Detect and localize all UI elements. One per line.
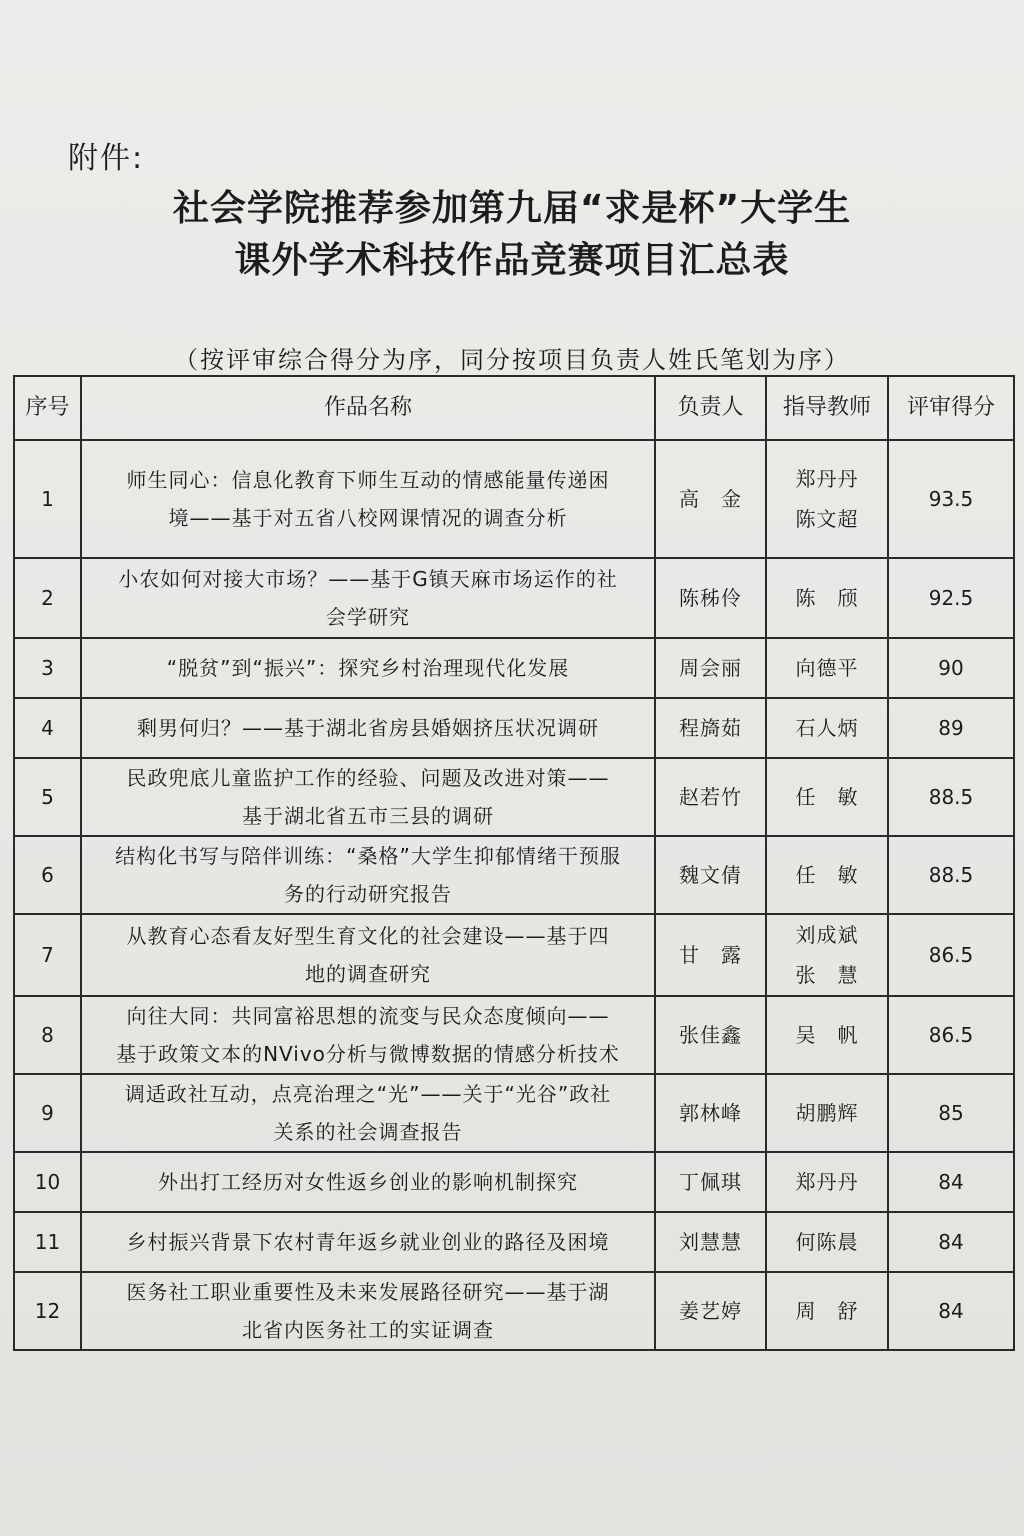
header-score: 评审得分 (888, 376, 1014, 440)
work-title-line1: “脱贫”到“振兴”：探究乡村治理现代化发展 (166, 656, 570, 680)
cell-leader: 刘慧慧 (655, 1212, 766, 1272)
table-row (14, 698, 1014, 758)
table-header-row (14, 376, 1014, 440)
work-title-line1: 小农如何对接大市场？——基于G镇天麻市场运作的社 (118, 567, 618, 591)
table-row (14, 1212, 1014, 1272)
cell-score: 84 (888, 1272, 1014, 1350)
cell-advisor (766, 698, 888, 758)
cell-score: 86.5 (888, 996, 1014, 1074)
work-title-line1: 从教育心态看友好型生育文化的社会建设——基于四 (126, 924, 610, 948)
work-title-line2: 北省内医务社工的实证调查 (242, 1318, 494, 1342)
cell-seq: 12 (14, 1272, 81, 1350)
table-row (14, 758, 1014, 836)
cell-leader: 郭林峰 (655, 1074, 766, 1152)
cell-score: 86.5 (888, 914, 1014, 996)
document-title-line1: 社会学院推荐参加第九届“求是杯”大学生 (172, 188, 852, 229)
cell-seq: 6 (14, 836, 81, 914)
work-title-line1: 乡村振兴背景下农村青年返乡就业创业的路径及困境 (126, 1230, 610, 1254)
cell-work (81, 698, 655, 758)
table-row (14, 914, 1014, 996)
table-row (14, 1074, 1014, 1152)
cell-work (81, 758, 655, 836)
work-title-line2: 关系的社会调查报告 (273, 1120, 463, 1144)
cell-leader: 赵若竹 (655, 758, 766, 836)
cell-seq: 1 (14, 440, 81, 558)
advisor-name: 向德平 (795, 656, 859, 680)
work-title-line2: 会学研究 (326, 605, 410, 629)
advisor-name: 吴 帆 (795, 1023, 859, 1047)
cell-advisor (766, 558, 888, 638)
header-work: 作品名称 (81, 376, 655, 440)
cell-advisor (766, 638, 888, 698)
advisor-name: 何陈晨 (795, 1230, 859, 1254)
cell-seq: 3 (14, 638, 81, 698)
cell-score: 88.5 (888, 836, 1014, 914)
cell-score: 90 (888, 638, 1014, 698)
work-title-line1: 师生同心：信息化教育下师生互动的情感能量传递困 (126, 468, 610, 492)
advisor-name: 郑丹丹 (795, 467, 859, 491)
work-title-line1: 外出打工经历对女性返乡创业的影响机制探究 (158, 1170, 578, 1194)
advisor-name: 张 慧 (795, 963, 859, 987)
cell-seq: 10 (14, 1152, 81, 1212)
cell-advisor (766, 1272, 888, 1350)
table-row (14, 996, 1014, 1074)
cell-work (81, 996, 655, 1074)
cell-score: 84 (888, 1212, 1014, 1272)
header-leader: 负责人 (655, 376, 766, 440)
cell-leader: 高 金 (655, 440, 766, 558)
cell-advisor (766, 914, 888, 996)
cell-score: 93.5 (888, 440, 1014, 558)
cell-seq: 2 (14, 558, 81, 638)
work-title-line2: 基于湖北省五市三县的调研 (242, 804, 494, 828)
cell-work (81, 836, 655, 914)
work-title-line1: 民政兜底儿童监护工作的经验、问题及改进对策—— (126, 766, 610, 790)
work-title-line1: 剩男何归？——基于湖北省房县婚姻挤压状况调研 (137, 716, 599, 740)
cell-seq: 8 (14, 996, 81, 1074)
cell-work (81, 440, 655, 558)
cell-score: 88.5 (888, 758, 1014, 836)
work-title-line1: 向往大同：共同富裕思想的流变与民众态度倾向—— (126, 1004, 610, 1028)
work-title-line1: 医务社工职业重要性及未来发展路径研究——基于湖 (126, 1280, 610, 1304)
table-row (14, 440, 1014, 558)
cell-advisor (766, 758, 888, 836)
cell-score: 85 (888, 1074, 1014, 1152)
cell-leader: 程旖茹 (655, 698, 766, 758)
cell-work (81, 638, 655, 698)
cell-seq: 11 (14, 1212, 81, 1272)
cell-advisor (766, 440, 888, 558)
cell-work (81, 1152, 655, 1212)
cell-leader: 陈秭伶 (655, 558, 766, 638)
cell-seq: 4 (14, 698, 81, 758)
advisor-name: 刘成斌 (795, 923, 859, 947)
advisor-name: 陈文超 (795, 507, 859, 531)
cell-score: 92.5 (888, 558, 1014, 638)
cell-advisor (766, 1152, 888, 1212)
cell-leader: 甘 露 (655, 914, 766, 996)
advisor-name: 石人炳 (795, 716, 859, 740)
sorting-note: （按评审综合得分为序，同分按项目负责人姓氏笔划为序） (174, 346, 850, 374)
advisor-name: 陈 颀 (795, 586, 859, 610)
table-row (14, 638, 1014, 698)
header-advisor: 指导教师 (766, 376, 888, 440)
attachment-label: 附件: (68, 141, 145, 176)
cell-leader: 丁佩琪 (655, 1152, 766, 1212)
cell-seq: 7 (14, 914, 81, 996)
cell-seq: 9 (14, 1074, 81, 1152)
table-row (14, 1272, 1014, 1350)
table-row (14, 558, 1014, 638)
project-summary-table (13, 375, 1015, 1351)
cell-score: 84 (888, 1152, 1014, 1212)
work-title-line1: 结构化书写与陪伴训练：“桑格”大学生抑郁情绪干预服 (115, 844, 621, 868)
cell-work (81, 1272, 655, 1350)
advisor-name: 郑丹丹 (795, 1170, 859, 1194)
cell-leader: 姜艺婷 (655, 1272, 766, 1350)
cell-advisor (766, 1212, 888, 1272)
work-title-line1: 调适政社互动，点亮治理之“光”——关于“光谷”政社 (124, 1082, 612, 1106)
advisor-name: 任 敏 (795, 863, 859, 887)
cell-work (81, 914, 655, 996)
work-title-line2: 境——基于对五省八校网课情况的调查分析 (168, 506, 568, 530)
cell-leader: 周会丽 (655, 638, 766, 698)
cell-leader: 魏文倩 (655, 836, 766, 914)
table-row (14, 836, 1014, 914)
table-body (14, 440, 1014, 1350)
cell-advisor (766, 1074, 888, 1152)
advisor-name: 任 敏 (795, 785, 859, 809)
cell-work (81, 1074, 655, 1152)
work-title-line2: 地的调查研究 (305, 962, 431, 986)
cell-advisor (766, 836, 888, 914)
cell-work (81, 558, 655, 638)
document-title-line2: 课外学术科技作品竞赛项目汇总表 (234, 240, 790, 281)
work-title-line2: 务的行动研究报告 (284, 882, 452, 906)
cell-advisor (766, 996, 888, 1074)
advisor-name: 胡鹏辉 (795, 1101, 859, 1125)
cell-seq: 5 (14, 758, 81, 836)
cell-work (81, 1212, 655, 1272)
cell-leader: 张佳鑫 (655, 996, 766, 1074)
cell-score: 89 (888, 698, 1014, 758)
header-seq: 序号 (14, 376, 81, 440)
work-title-line2: 基于政策文本的NVivo分析与微博数据的情感分析技术 (116, 1042, 620, 1066)
advisor-name: 周 舒 (795, 1299, 859, 1323)
table-row (14, 1152, 1014, 1212)
